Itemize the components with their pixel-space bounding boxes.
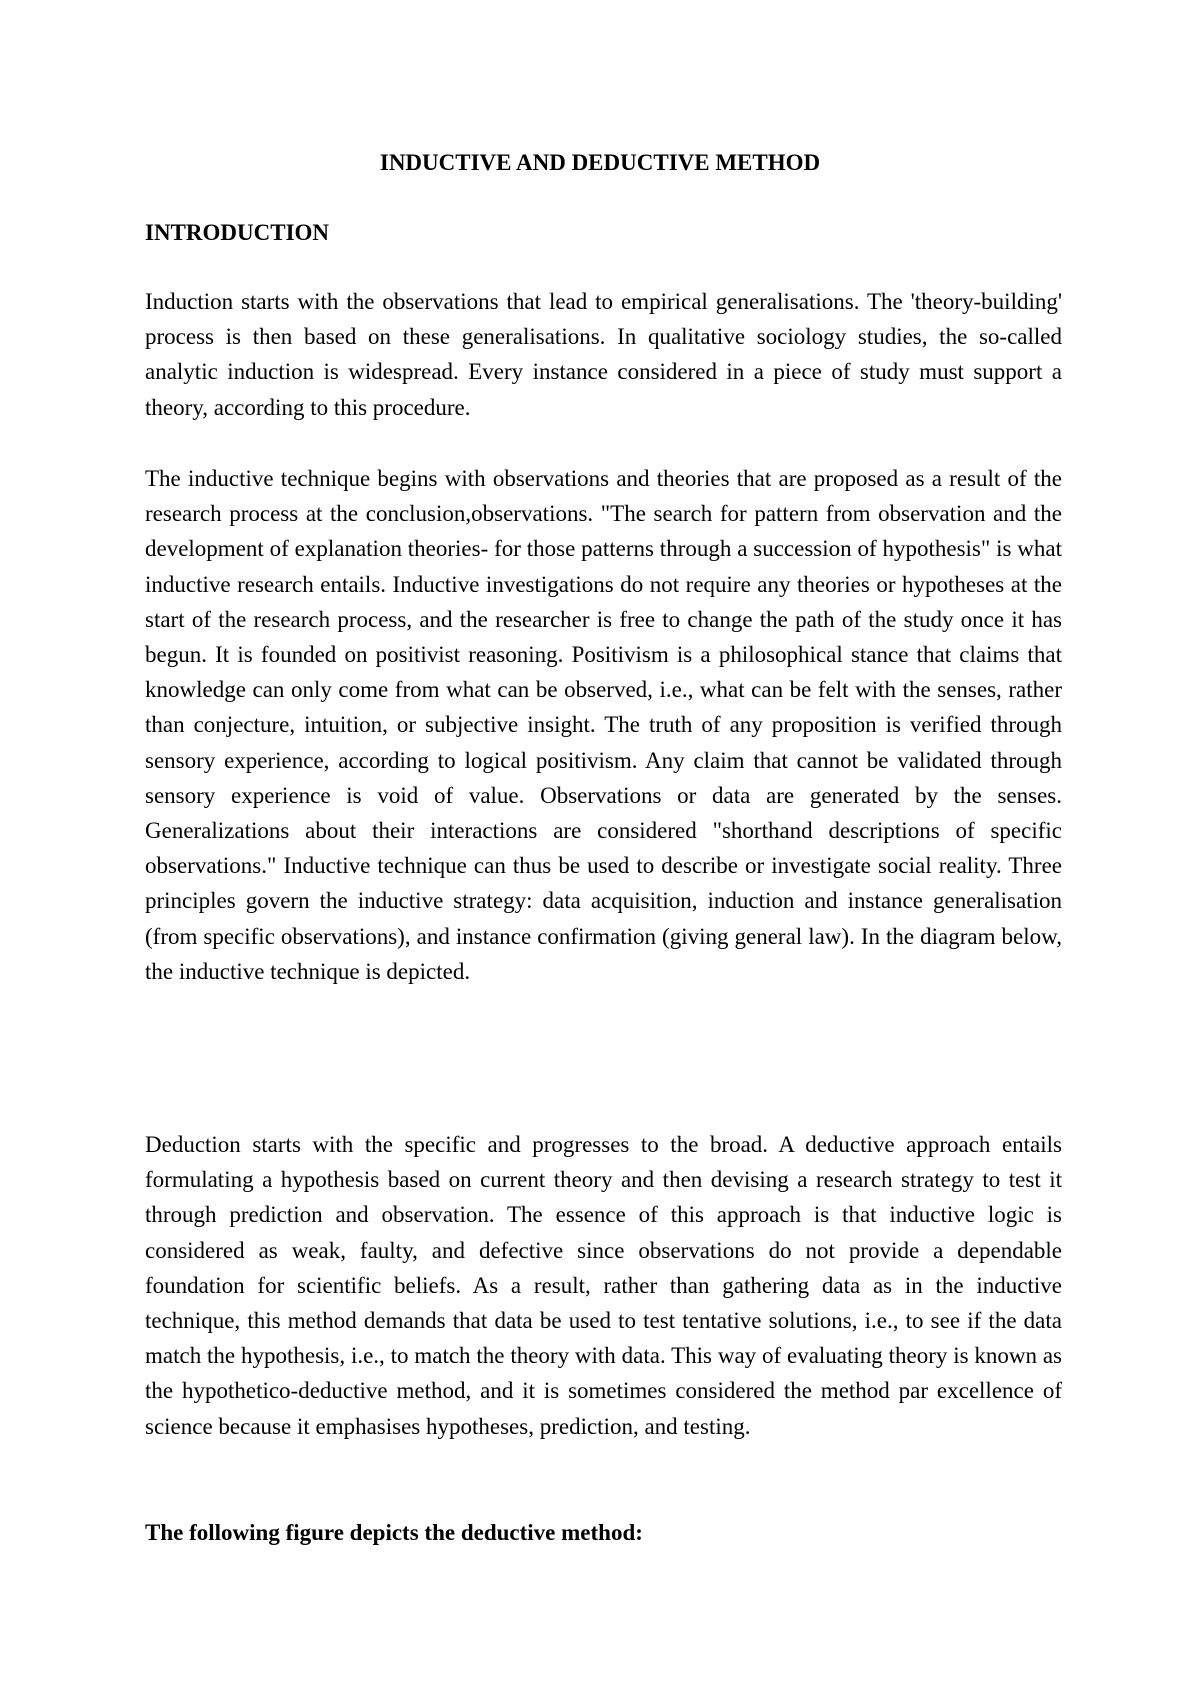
- section-heading-introduction: INTRODUCTION: [145, 220, 330, 245]
- paragraph-induction-intro: Induction starts with the observations that lead to empirical generalisations. The 'theory-building' process is then based on these generalisations. In qualitative sociology studies, the so-called analytic induction is widespread. Every instance considered in a piece of study must support a theory, according to this procedure.: [145, 289, 1062, 420]
- paragraph-inductive-technique: The inductive technique begins with observations and theories that are proposed as a result of the research process at the conclusion,observations. "The search for pattern from observation and the development of explanation theories- for those patterns through a succession of hypothesis" is what inductive research entails. Inductive investigations do not require any theories or hypotheses at the start of the research process, and the researcher is free to change the path of the study once it has begun. It is founded on positivist reasoning. Positivism is a philosophical stance that claims that knowledge can only come from what can be observed, i.e., what can be felt with the senses, rather than conjecture, intuition, or subjective insight. The truth of any proposition is verified through sensory experience, according to logical positivism. Any claim that cannot be validated through sensory experience is void of value. Observations or data are generated by the senses. Generalizations about their interactions are considered "shorthand descriptions of specific observations." Inductive technique can thus be used to describe or investigate social reality. Three principles govern the inductive strategy: data acquisition, induction and instance generalisation (from specific observations), and instance confirmation (giving general law). In the diagram below, the inductive technique is depicted.: [145, 466, 1062, 984]
- paragraph-deduction: Deduction starts with the specific and progresses to the broad. A deductive approach entails formulating a hypothesis based on current theory and then devising a research strategy to test it through prediction and observation. The essence of this approach is that inductive logic is considered as weak, faulty, and defective since observations do not provide a dependable foundation for scientific beliefs. As a result, rather than gathering data as in the inductive technique, this method demands that data be used to test tentative solutions, i.e., to see if the data match the hypothesis, i.e., to match the theory with data. This way of evaluating theory is known as the hypothetico-deductive method, and it is sometimes considered the method par excellence of science because it emphasises hypotheses, prediction, and testing.: [145, 1132, 1062, 1439]
- document-title: INDUCTIVE AND DEDUCTIVE METHOD: [379, 150, 821, 175]
- figure-caption-deductive: The following figure depicts the deductive method:: [145, 1520, 643, 1545]
